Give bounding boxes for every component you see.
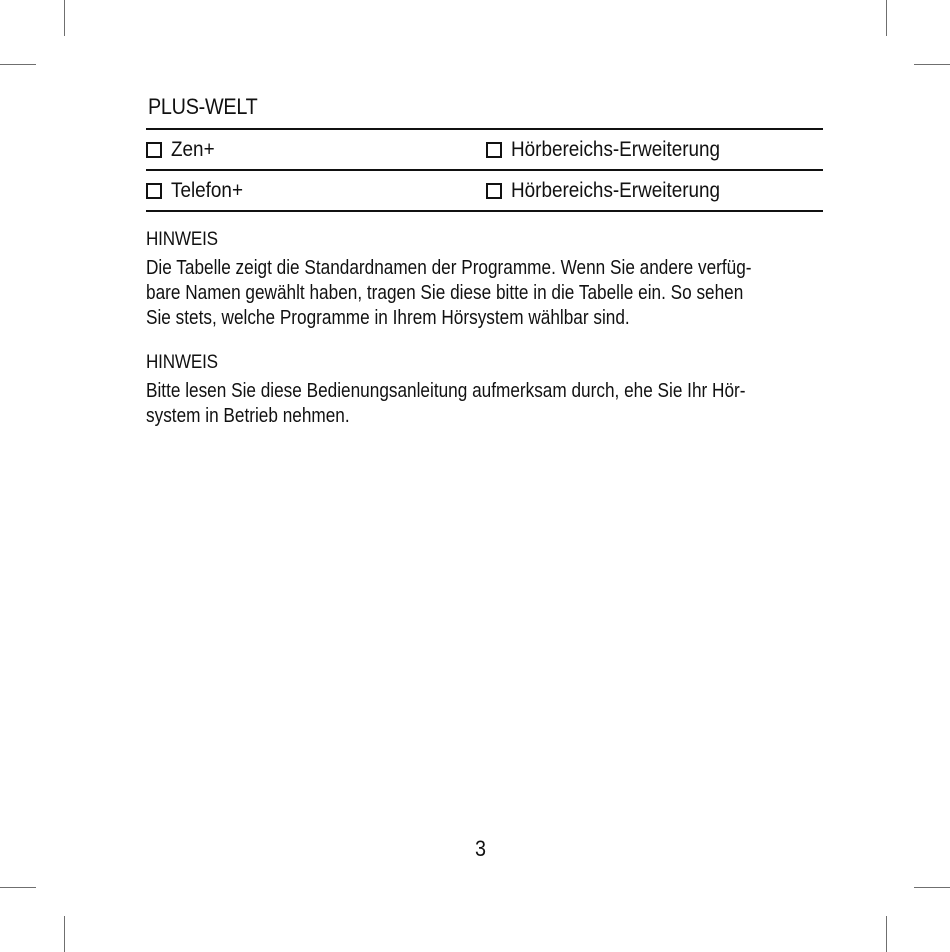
crop-mark-top-left [64, 0, 65, 36]
crop-mark-left-top [0, 64, 36, 65]
table-cell-left [146, 179, 486, 203]
crop-mark-left-bottom [0, 887, 36, 888]
checkbox-zen[interactable] [146, 142, 162, 158]
checkbox-telefon-range-extension[interactable] [486, 183, 502, 199]
note-block-2 [146, 352, 826, 429]
section-title: PLUS-WELT [148, 94, 258, 119]
crop-mark-bottom-right [886, 916, 887, 952]
program-name: Hörbereichs-Erweiterung [511, 137, 721, 161]
crop-mark-right-top [914, 64, 950, 65]
note-heading: HINWEIS [146, 229, 218, 250]
program-table [146, 128, 823, 212]
crop-mark-bottom-left [64, 916, 65, 952]
checkbox-zen-range-extension[interactable] [486, 142, 502, 158]
table-cell-right [486, 138, 823, 162]
crop-mark-top-right [886, 0, 887, 36]
note-line: Bitte lesen Sie diese Bedienungsanleitung aufmerksam durch, ehe Sie Ihr Hör- [146, 380, 746, 402]
program-name: Hörbereichs-Erweiterung [511, 178, 721, 202]
program-name: Zen+ [171, 137, 215, 161]
note-line: Sie stets, welche Programme in Ihrem Hörsystem wählbar sind. [146, 307, 630, 329]
note-line: Die Tabelle zeigt die Standardnamen der Programme. Wenn Sie andere verfüg- [146, 257, 752, 279]
table-row [146, 171, 823, 212]
crop-mark-right-bottom [914, 887, 950, 888]
table-cell-left [146, 138, 486, 162]
table-cell-right [486, 179, 823, 203]
note-line: system in Betrieb nehmen. [146, 405, 350, 427]
note-line: bare Namen gewählt haben, tragen Sie diese bitte in die Tabelle ein. So sehen [146, 282, 744, 304]
note-block-1 [146, 229, 826, 331]
checkbox-telefon[interactable] [146, 183, 162, 199]
note-heading: HINWEIS [146, 352, 218, 373]
page-number: 3 [475, 836, 487, 861]
program-name: Telefon+ [171, 178, 243, 202]
table-row [146, 130, 823, 171]
